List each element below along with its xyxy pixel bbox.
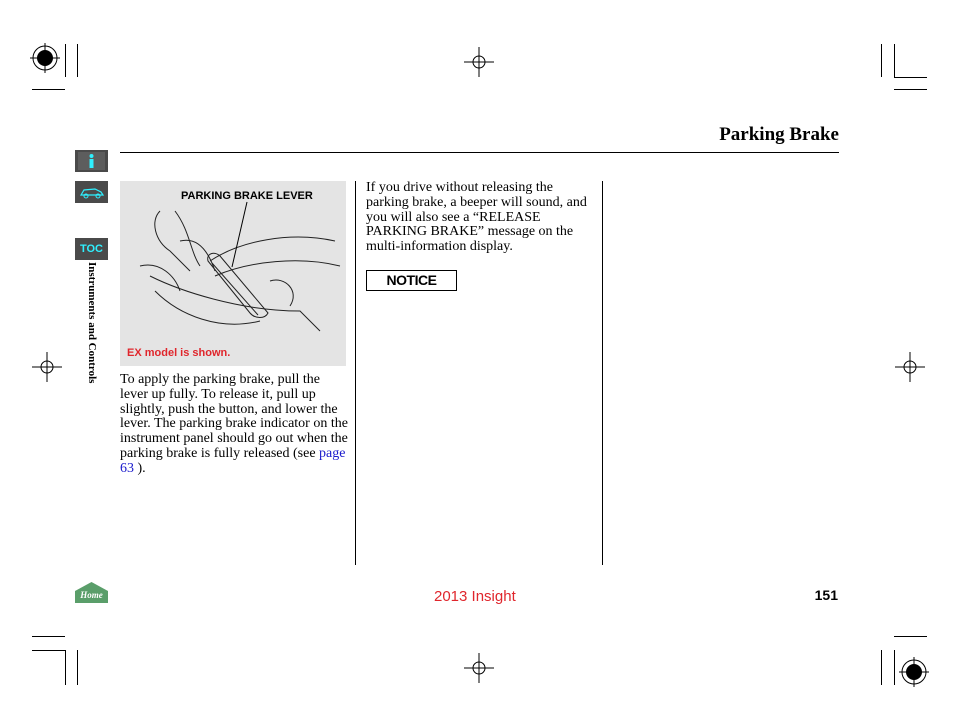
header-divider xyxy=(120,152,839,153)
toc-label: TOC xyxy=(79,243,104,255)
svg-text:Home: Home xyxy=(80,590,103,600)
figure-caption: EX model is shown. xyxy=(127,347,231,359)
registration-target-bottom-right xyxy=(899,657,929,687)
figure-label: PARKING BRAKE LEVER xyxy=(181,190,313,202)
column-divider-1 xyxy=(355,181,356,565)
page-link[interactable]: page 63 xyxy=(120,445,346,476)
car-icon xyxy=(75,181,108,203)
crosshair-top xyxy=(464,47,494,77)
paragraph-text: To apply the parking brake, pull the lever up fully. To release it, pull up slightly, push the button, and lower the lever. The parking brake indicator on the instrument panel should go out when the parking brake is fully released (see xyxy=(120,372,348,461)
home-button[interactable] xyxy=(74,581,109,609)
info-button[interactable] xyxy=(75,150,108,172)
home-icon xyxy=(74,581,109,604)
paragraph-end: ). xyxy=(134,460,146,476)
body-paragraph-apply-release xyxy=(120,373,350,477)
body-paragraph-beeper: If you drive without releasing the parking brake, a beeper will sound, and you will also see a “RELEASE PARKING BRAKE” message on the multi-information display. xyxy=(366,180,587,255)
parking-brake-figure xyxy=(120,181,346,366)
page-number: 151 xyxy=(814,587,838,603)
info-icon xyxy=(75,150,108,172)
crosshair-left xyxy=(32,352,62,382)
registration-target-top-left xyxy=(30,43,60,73)
section-label: Instruments and Controls xyxy=(86,262,98,384)
page-title: Parking Brake xyxy=(719,124,839,145)
crosshair-right xyxy=(895,352,925,382)
notice-badge: NOTICE xyxy=(366,270,457,291)
crosshair-bottom xyxy=(464,653,494,683)
column-divider-2 xyxy=(602,181,603,565)
toc-button[interactable] xyxy=(75,238,108,260)
parking-brake-lever-illustration xyxy=(120,181,346,366)
footer-model: 2013 Insight xyxy=(434,588,516,605)
vehicle-index-button[interactable] xyxy=(75,181,108,203)
